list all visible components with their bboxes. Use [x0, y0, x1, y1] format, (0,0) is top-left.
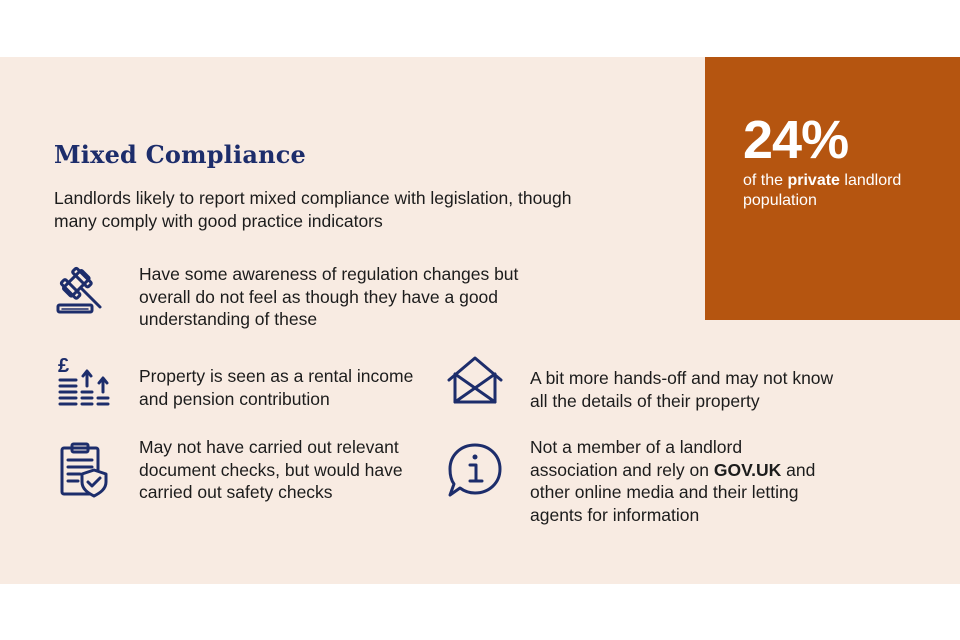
item-information-text-start: Not a member of a landlord association and rely on	[530, 437, 743, 480]
stat-box	[705, 57, 960, 320]
item-information-text	[530, 436, 830, 526]
item-information-text-end: and other online media and their letting agents for information	[530, 459, 816, 525]
svg-text:£: £	[58, 355, 70, 377]
info-speech-icon	[445, 440, 505, 500]
house-crossed-icon	[445, 352, 505, 412]
stat-caption	[743, 171, 943, 211]
item-hands-off-text: A bit more hands-off and may not know all the details of their property	[530, 368, 834, 411]
stat-caption-prefix: of the	[743, 172, 788, 189]
pound-coins-growth-icon	[52, 352, 112, 412]
gavel-icon	[52, 262, 112, 322]
clipboard-shield-icon	[52, 440, 112, 500]
govuk-label: GOV.UK	[713, 459, 782, 480]
item-rental-income-text: Property is seen as a rental income and pension contribution	[139, 366, 414, 409]
stat-value: 24%	[743, 110, 849, 170]
section-subtitle: Landlords likely to report mixed compliance with legislation, though many comply with good practice indicators	[54, 188, 572, 231]
stat-caption-suffix: landlord population	[743, 172, 902, 209]
stat-caption-bold: private	[787, 172, 840, 189]
item-awareness-text: Have some awareness of regulation changes but overall do not feel as though they have a good understanding of these	[139, 264, 519, 329]
section-title: Mixed Compliance	[54, 140, 307, 169]
item-checks-text: May not have carried out relevant document checks, but would have carried out safety checks	[139, 437, 403, 502]
